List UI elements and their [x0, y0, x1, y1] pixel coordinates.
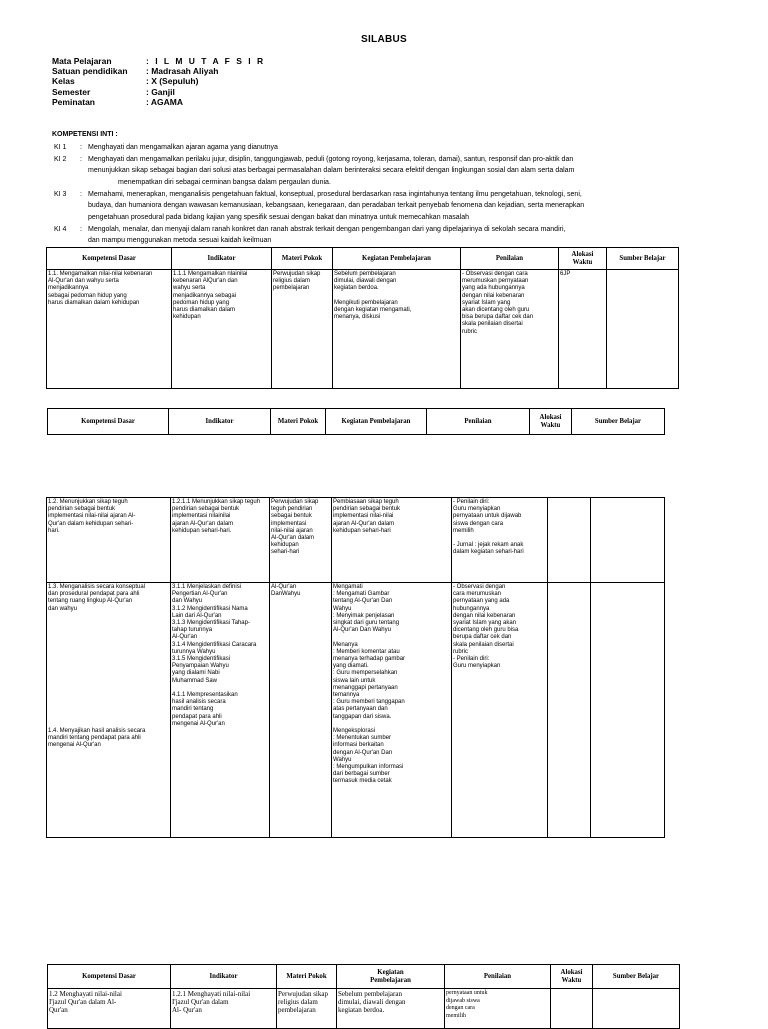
cell-penilaian: - Penilain diri: Guru menyiapkan pernyataan untuk dijawab siswa dengan cara memilih - Jurnal : jejak rekam anak dalam kegiatan sehari-hari [452, 498, 548, 583]
cell-kd: 1.1. Mengamalkan nilai-nilai kebenaran Al-Qur'an dan wahyu serta menjadikannya sebagai pedoman hidup yang harus diamalkan dalam kehidupan [47, 270, 172, 389]
page-title: SILABUS [361, 34, 407, 45]
table-header-row [48, 409, 665, 435]
header-sumber: Sumber Belajar [572, 409, 665, 435]
header-kd: Kompetensi Dasar [47, 248, 172, 270]
header-indikator: Indikator [171, 965, 277, 989]
ki-heading: KOMPETENSI INTI : [52, 131, 118, 138]
table-row [47, 498, 665, 583]
header-penilaian: Penilaian [461, 248, 559, 270]
table-header-row [47, 248, 679, 270]
cell-materi: Perwujudan sikap religius dalam pembelajaran [277, 989, 337, 1029]
header-penilaian: Penilaian [445, 965, 551, 989]
header-kd: Kompetensi Dasar [48, 409, 169, 435]
cell-alokasi [548, 583, 591, 838]
table-row [48, 989, 680, 1029]
cell-indikator: 1.2.1.1 Menunjukkan sikap teguh pendirian sebagai bentuk implementasi nilainilai ajaran Al-Qur'an dalam kehidupan sehari-hari. [171, 498, 270, 583]
cell-sumber [591, 498, 665, 583]
cell-kd: 1.3. Menganalisis secara konseptual dan prosedural pendapat para ahli tentang ruang lingkup Al-Qur'an dan wahyu 1.4. Menyajikan hasil analisis secara mandiri tentang pendapat para ahli mengenai Al-Qur'an [47, 583, 171, 838]
ki-2: KI 2 : Menghayati dan mengamalkan perilaku jujur, disiplin, tanggungjawab, peduli (gotong royong, kerjasama, toleran, damai), santun, responsif dan pro-aktik dan menunjukkan sikap sebagai bagian dari solusi atas berbagai permasalahan dalam berinteraksi secara efektif dengan lingkungan sosial dan alam serta dalam menempatkan diri sebagai cerminan bangsa dalam pergaulan dunia. [54, 156, 575, 186]
identity-block [52, 56, 265, 107]
cell-penilaian: - Observasi dengan cara merumuskan pernyataan yang ada hubungannya dengan nilai kebenaran syariat Islam yang akan dicentang oleh guru bisa berupa daftar cek dan skala penilaian disertai rubric - Penilain diri: Guru menyiapkan [452, 583, 548, 838]
cell-sumber [593, 989, 680, 1029]
cell-kegiatan: Pembiasaan sikap teguh pendirian sebagai bentuk implementasi nilai-nilai ajaran Al-Qur'an dalam kehidupan sehari-hari [332, 498, 452, 583]
identity-row-specialization: Peminatan : AGAMA [52, 96, 183, 107]
identity-row-semester: Semester : Ganjil [52, 86, 175, 97]
syllabus-table-3 [46, 497, 665, 838]
identity-row-school: Satuan pendidikan : Madrasah Aliyah [52, 66, 219, 77]
syllabus-table-4 [47, 964, 680, 1029]
ki-4: KI 4 : Mengolah, menalar, dan menyaji dalam ranah konkret dan ranah abstrak terkait dengan pengembangan dari yang dipelajarinya di sekolah secara mandiri, dan mampu menggunakan metoda sesuai kaidah keilmuan [54, 226, 566, 245]
table-row [47, 270, 679, 389]
cell-alokasi [551, 989, 593, 1029]
header-alokasi: Alokasi Waktu [559, 248, 607, 270]
header-materi: Materi Pokok [277, 965, 337, 989]
header-alokasi: Alokasi Waktu [530, 409, 572, 435]
header-kegiatan: Kegiatan Pembelajaran [326, 409, 427, 435]
header-materi: Materi Pokok [272, 248, 333, 270]
cell-indikator: 3.1.1 Menjelaskan definisi Pengertian Al-Qur'an dan Wahyu 3.1.2 Mengidentifikasi Nama Lain dari Al-Qur'an 3.1.3 Mengidentifikasi Tahap- tahap turunnya Al-Qur'an 3.1.4 Mengidentifikasi Caracara turunnya Wahyu 3.1.5 Mengidentifikasi Penyampaian Wahyu yang dialami Nabi Muhammad Saw 4.1.1 Mempresentasikan hasil analisis secara mandiri tentang pendapat para ahli mengenai Al-Qur'an [171, 583, 270, 838]
cell-penilaian: - Observasi dengan cara merumuskan pernyataan yang ada hubungannya dengan nilai kebenaran syariat Islam yang akan dicentang oleh guru bisa berupa daftar cek dan skala penilaian disertai rubric [461, 270, 559, 389]
cell-alokasi [548, 498, 591, 583]
cell-kd: 1.2 Menghayati nilai-nilai I'jazul Qur'an dalam Al- Qur'an [48, 989, 171, 1029]
header-alokasi: Alokasi Waktu [551, 965, 593, 989]
cell-penilaian: pernyataan untuk dijawab siswa dengan cara memilih [445, 989, 551, 1029]
table-row [47, 583, 665, 838]
ki-1: KI 1 : Menghayati dan mengamalkan ajaran agama yang dianutnya [54, 144, 278, 151]
header-indikator: Indikator [172, 248, 272, 270]
identity-row-subject: Mata Pelajaran : I L M U T A F S I R [52, 56, 266, 66]
header-kd: Kompetensi Dasar [48, 965, 171, 989]
cell-kegiatan: Sebelum pembelajaran dimulai, diawali dengan kegiatan berdoa. [337, 989, 445, 1029]
header-sumber: Sumber Belajar [593, 965, 680, 989]
header-penilaian: Penilaian [427, 409, 530, 435]
syllabus-table-1 [46, 247, 679, 389]
cell-indikator: 1.1.1 Mengamalkan nlainilai kebenaran AlQur'an dan wahyu serta menjadikannya sebagai pedoman hidup yang harus diamalkan dalam kehidupan [172, 270, 272, 389]
cell-kd: 1.2. Menunjukkan sikap teguh pendirian sebagai bentuk implementasi nilai-nilai ajaran Al- Qur'an dalam kehidupan sehari- hari. [47, 498, 171, 583]
cell-kegiatan: Sebelum pembelajaran dimulai, diawali dengan kegiatan berdoa. Mengikuti pembelajaran dengan kegiatan mengamati, menanya, diskusi [333, 270, 461, 389]
header-kegiatan: Kegiatan Pembelajaran [337, 965, 445, 989]
header-sumber: Sumber Belajar [607, 248, 679, 270]
cell-materi: Perwujudan sikap teguh pendirian sebagai bentuk implementasi nilai-nilai ajaran Al-Qur'an dalam kehidupan sehari-hari [270, 498, 332, 583]
table-header-row [48, 965, 680, 989]
cell-materi: Al-Qur'an DanWahyu [270, 583, 332, 838]
header-materi: Materi Pokok [271, 409, 326, 435]
cell-materi: Perwujudan sikap religius dalam pembelajaran [272, 270, 333, 389]
cell-alokasi: 6JP [559, 270, 607, 389]
syllabus-table-2 [47, 408, 665, 435]
cell-indikator: 1.2.1 Menghayati nilai-nilai I'jazul Qur'an dalam Al- Qur'an [171, 989, 277, 1029]
header-kegiatan: Kegiatan Pembelajaran [333, 248, 461, 270]
identity-row-class: Kelas : X (Sepuluh) [52, 76, 199, 87]
ki-3: KI 3 : Memahami, menerapkan, menganalisis pengetahuan faktual, konseptual, prosedural berdasarkan rasa ingintahunya tentang ilmu pengetahuan, teknologi, seni, budaya, dan humaniora dengan wawasan kemanusiaan, kebangsaan, kenegaraan, dan peradaban terkait penyebab fenomena dan kejadian, serta menerapkan pengetahuan prosedural pada bidang kajian yang spesifik sesuai dengan bakat dan minatnya untuk memecahkan masalah [54, 191, 585, 221]
cell-sumber [607, 270, 679, 389]
cell-sumber [591, 583, 665, 838]
cell-kegiatan: Mengamati : Mengamati Gambar tentang Al-Qur'an Dan Wahyu : Menyimak penjelasan singkat dari guru tentang Al-Qur'an Dan Wahyu Menanya : Memberi komentar atau menanya terhadap gambar yang diamati. : Guru memperselahkan siswa lain untuk menanggapi pertanyaan temannya : Guru memberi tanggapan atas pertanyaan dan tanggapan dari siswa. Mengeksplorasi : Menentukan sumber informasi berkaitan dengan Al-Qur'an Dan Wahyu : Mengumpulkan informasi dari berbagai sumber termasuk media cetak [332, 583, 452, 838]
header-indikator: Indikator [169, 409, 271, 435]
